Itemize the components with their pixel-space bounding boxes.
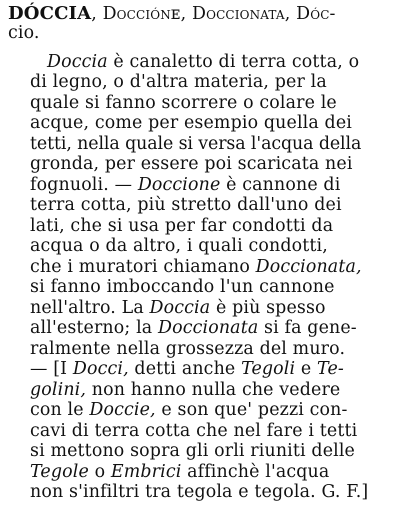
entry-text-line: terra cotta, più stretto dall'uno dei [30,195,342,216]
entry-text-line: ralmente nella grossezza del muro. [30,338,346,359]
headword-variant: Doccionata [192,4,285,24]
headword-line: DÓCCIA, Docciónᴇ, Doccionata, Dóc- [8,3,336,24]
entry-text-line: all'esterno; la Doccionata si fa gene- [30,318,357,339]
entry-text-line: che i muratori chiamano Doccionata, [30,256,362,277]
entry-text-line: quale si fanno scorrere o colare le [30,92,337,113]
entry-text-line: acque, come per esempio quella dei [30,113,352,134]
headword-variant: Dóc- [296,4,336,24]
entry-text-line: con le Doccie, e son que' pezzi con- [30,400,348,421]
entry-text-line: cio. [8,23,40,44]
entry-text-line: golini, non hanno nulla che vedere [30,379,341,400]
entry-text-line: lati, che si usa per far condotti da [30,215,334,236]
entry-text-line: acqua o da altro, i quali condotti, [30,236,328,257]
entry-text-line: non s'infiltri tra tegola e tegola. G. F.] [30,482,369,503]
entry-text-line: — [I Docci, detti anche Tegoli e Te- [30,359,344,380]
entry-text-line: fognuoli. — Doccione è cannone di [30,174,341,195]
entry-text-line: gronda, per essere poi scaricata nei [30,154,353,175]
entry-text-line: nell'altro. La Doccia è più spesso [30,297,326,318]
entry-text-line: cavi di terra cotta che nel fare i tetti [30,420,358,441]
entry-text-line: Tegole o Embrici affinchè l'acqua [30,461,330,482]
headword-variant: Docciónᴇ [102,4,181,24]
entry-text-line: si fanno imboccando l'un cannone [30,277,335,298]
entry-text-line: di legno, o d'altra materia, per la [30,72,327,93]
entry-text-line: tetti, nella quale si versa l'acqua della [30,133,362,154]
entry-text-line: si mettono sopra gli orli riuniti delle [30,441,356,462]
headword: DÓCCIA [8,3,92,24]
entry-text-line: Doccia è canaletto di terra cotta, o [47,51,360,72]
